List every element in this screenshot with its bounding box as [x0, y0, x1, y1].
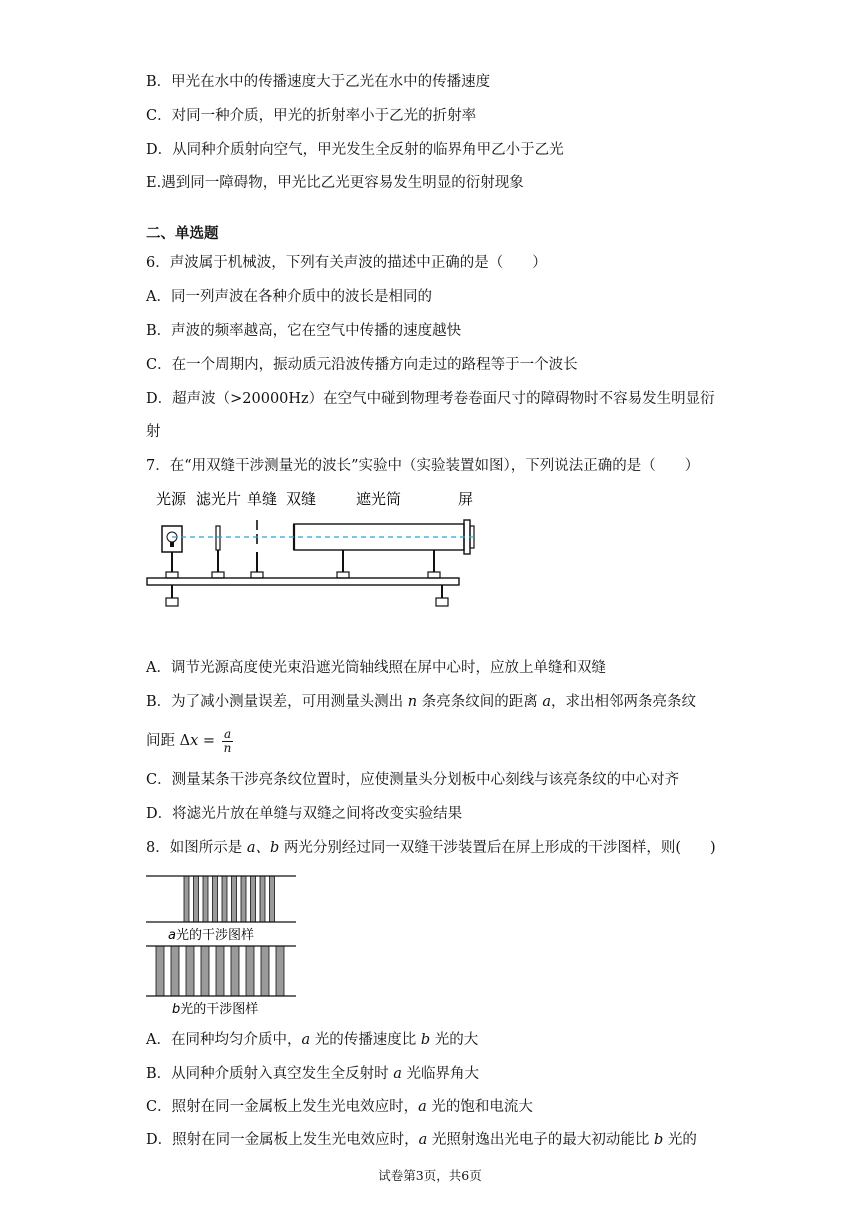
q8-a-var-b: b — [420, 1032, 431, 1048]
label-light-source: 光源 — [156, 490, 187, 508]
q8-c-text-1: C．照射在同一金属板上发生光电效应时， — [146, 1099, 419, 1115]
q6-option-d-line1: D．超声波（>20000Hz）在空气中碰到物理考卷卷面尺寸的障碍物时不容易发生明显衍 — [146, 391, 715, 407]
q8-option-c — [146, 1097, 533, 1117]
q7-b-var-n: n — [407, 694, 418, 710]
fringe-band — [186, 946, 194, 996]
fraction-a-over-n — [222, 728, 234, 755]
q8-b-var-a: a — [393, 1066, 402, 1082]
q8-a-var-a: a — [301, 1032, 311, 1048]
fringe-band — [156, 946, 164, 996]
q5-option-b: B．甲光在水中的传播速度大于乙光在水中的传播速度 — [146, 74, 491, 90]
q6-option-c: C．在一个周期内，振动质元沿波传播方向走过的路程等于一个波长 — [146, 357, 578, 373]
fringe-band — [232, 876, 237, 922]
q6-option-b: B．声波的频率越高，它在空气中传播的速度越快 — [146, 323, 462, 339]
q8-a-text-3: 光的大 — [430, 1032, 479, 1048]
fringe-band — [261, 946, 269, 996]
q7-option-d: D．将滤光片放在单缝与双缝之间将改变实验结果 — [146, 806, 463, 822]
fringe-band — [203, 876, 208, 922]
q7-option-a: A．调节光源高度使光束沿遮光筒轴线照在屏中心时，应放上单缝和双缝 — [146, 660, 606, 676]
fraction-numerator: a — [222, 728, 234, 742]
optical-bench-base — [147, 578, 459, 606]
q7-b-text-2: 条亮条纹间的距离 — [417, 694, 543, 710]
section-heading: 二、单选题 — [146, 226, 219, 242]
q8-stem-text-1: 8．如图所示是 — [146, 840, 247, 856]
q7-b-var-a: a — [542, 694, 551, 710]
fringe-band — [201, 946, 209, 996]
q7-b2-var-x: x — [190, 733, 199, 749]
q7-option-b-line1 — [146, 692, 696, 712]
q8-option-b — [146, 1064, 479, 1084]
fringe-band — [241, 876, 246, 922]
fringe-band — [270, 876, 275, 922]
fringe-band — [216, 946, 224, 996]
q8-option-a — [146, 1030, 478, 1050]
q8-d-var-a: a — [418, 1132, 428, 1148]
fringe-band — [251, 876, 256, 922]
q6-option-a: A．同一列声波在各种介质中的波长是相同的 — [146, 289, 432, 305]
fringe-band — [171, 946, 179, 996]
q8-stem-text-2: 两光分别经过同一双缝干涉装置后在屏上形成的干涉图样，则( ) — [279, 840, 716, 856]
light-tube — [294, 520, 474, 578]
caption-a: a光的干涉图样 — [168, 928, 254, 943]
label-single-slit: 单缝 — [247, 490, 278, 508]
q8-d-text-2: 光照射逸出光电子的最大初动能比 — [427, 1132, 654, 1148]
light-source-lamp — [162, 526, 182, 578]
q5-option-c: C．对同一种介质，甲光的折射率小于乙光的折射率 — [146, 108, 477, 124]
label-filter: 滤光片 — [196, 490, 242, 508]
q8-stem — [146, 838, 716, 858]
q7-option-c: C．测量某条干涉亮条纹位置时，应使测量头分划板中心刻线与该亮条纹的中心对齐 — [146, 772, 680, 788]
q8-a-text-2: 光的传播速度比 — [310, 1032, 421, 1048]
q8-c-text-2: 光的饱和电流大 — [426, 1099, 533, 1115]
q8-d-text-1: D．照射在同一金属板上发生光电效应时， — [146, 1132, 419, 1148]
q8-d-text-3: 光的 — [663, 1132, 697, 1148]
fringe-band — [260, 876, 265, 922]
single-slit-holder — [251, 520, 263, 578]
q8-b-text-2: 光临界角大 — [401, 1066, 480, 1082]
q8-a-text-1: A．在同种均匀介质中， — [146, 1032, 302, 1048]
pattern-b-fringes — [156, 946, 284, 996]
fraction-denominator: n — [223, 740, 232, 755]
q5-option-d: D．从同种介质射向空气，甲光发生全反射的临界角甲乙小于乙光 — [146, 142, 564, 158]
label-light-tube: 遮光筒 — [356, 490, 402, 508]
fringe-band — [276, 946, 284, 996]
q8-option-d — [146, 1130, 697, 1150]
q7-b-text-3: ，求出相邻两条亮条纹 — [550, 694, 696, 710]
filter-holder — [212, 526, 224, 578]
label-screen: 屏 — [458, 490, 474, 508]
q7-stem: 7．在“用双缝干涉测量光的波长”实验中（实验装置如图），下列说法正确的是（ ） — [146, 458, 700, 474]
q6-option-d-line2: 射 — [146, 424, 161, 440]
page-footer: 试卷第3页，共6页 — [378, 1168, 482, 1183]
q7-b-text-1: B．为了减小测量误差，可用测量头测出 — [146, 694, 408, 710]
q6-stem: 6．声波属于机械波，下列有关声波的描述中正确的是（ ） — [146, 255, 547, 271]
q8-b-text-1: B．从同种介质射入真空发生全反射时 — [146, 1066, 394, 1082]
q5-option-e: E.遇到同一障碍物，甲光比乙光更容易发生明显的衍射现象 — [146, 175, 524, 191]
interference-patterns-figure — [146, 870, 298, 1020]
fringe-band — [213, 876, 218, 922]
q7-option-b-line2 — [146, 722, 233, 760]
fringe-band — [194, 876, 199, 922]
caption-b: b光的干涉图样 — [172, 1002, 259, 1017]
fringe-band — [246, 946, 254, 996]
q7-b2-eq: = — [198, 733, 220, 749]
fringe-band — [231, 946, 239, 996]
q7-b2-delta: 间距 Δ — [146, 733, 191, 749]
fringe-band — [184, 876, 189, 922]
fringe-band — [222, 876, 227, 922]
q8-d-var-b: b — [654, 1132, 664, 1148]
q8-c-var-a: a — [418, 1099, 427, 1115]
label-double-slit: 双缝 — [286, 490, 317, 508]
q8-stem-vars: a、b — [246, 840, 280, 856]
double-slit-apparatus-figure — [140, 486, 480, 612]
pattern-a-fringes — [184, 876, 275, 922]
